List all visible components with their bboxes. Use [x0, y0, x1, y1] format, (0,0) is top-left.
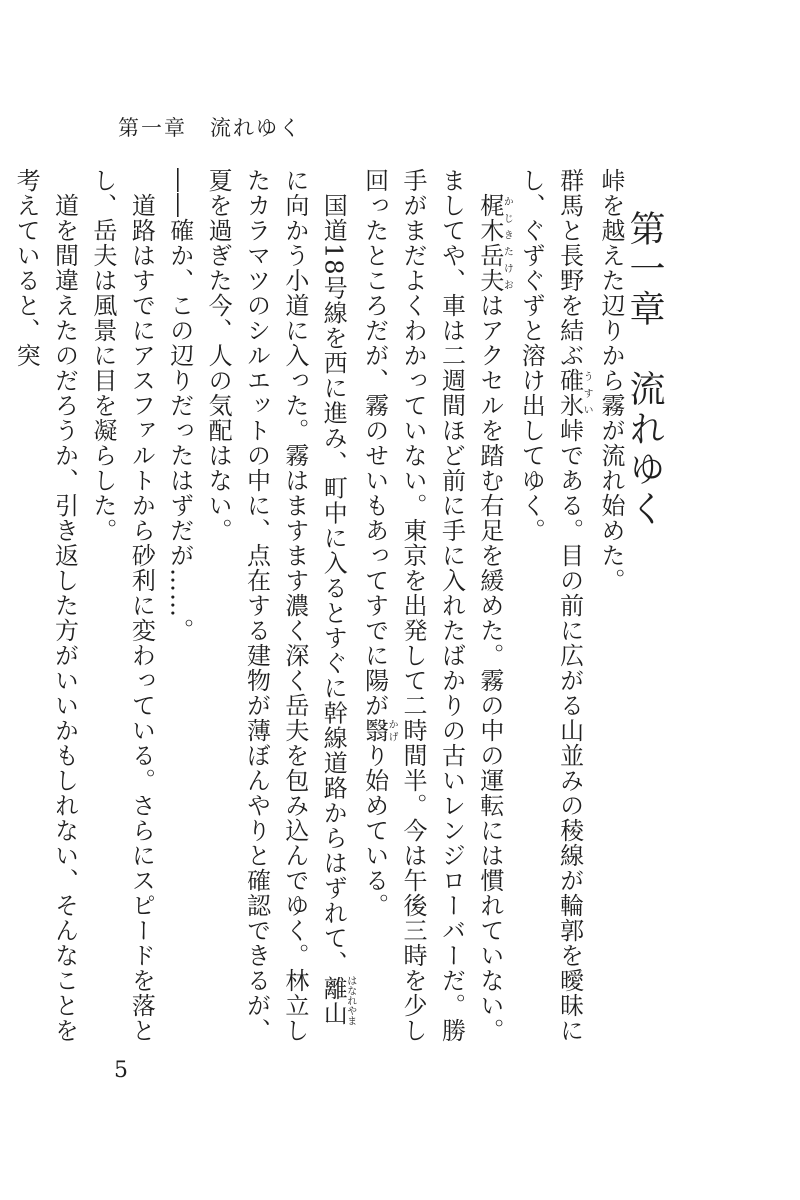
- ruby-reading: かげ: [386, 718, 398, 743]
- paragraph-6-text: 道路はすでにアスファルトから砂利に変わっている。さらにスピードを落とし、岳夫は風景に目を凝らした。: [88, 168, 156, 1043]
- ruby-base: 碓氷: [555, 368, 584, 418]
- paragraph-7-text: 道を間違えたのだろうか、引き返した方がいいかもしれない、そんなことを考えていると、突: [12, 168, 79, 1043]
- ruby-reading: はなれやま: [344, 975, 356, 1026]
- paragraph-4: [199, 168, 356, 1048]
- running-header: 第一章 流れゆく: [118, 116, 302, 140]
- paragraph-3: [355, 168, 512, 1048]
- paragraph-3-text-mid: はアクセルを踏む右足を緩めた。霧の中の運転には慣れていない。ましてや、車は二週間ほど前に手に入れたばかりの古いレンジローバーだ。勝手がまだよくわかっていない。東京を出発して二時間半。今は午後三時を少し回ったところだが、霧のせいもあってすでに陽が: [360, 168, 504, 1043]
- ruby-base: 翳: [360, 718, 389, 743]
- ruby-reading: うすい: [581, 368, 593, 418]
- ruby-kage: [360, 718, 398, 743]
- ruby-reading: かじき: [501, 193, 513, 243]
- ruby-kajiki: [475, 193, 513, 243]
- ruby-reading: たけお: [501, 243, 513, 293]
- paragraph-3-text-after: り始めている。: [360, 743, 389, 918]
- paragraph-4-text-after: に向かう小道に入った。霧はますます濃く深く岳夫を包み込んでゆく。林立したカラマツのシルエットの中に、点在する建物が薄ぼんやりと確認できるが、夏を過ぎた今、人の気配はない。: [204, 168, 309, 1043]
- paragraph-2-text-before: 群馬と長野を結ぶ: [555, 168, 584, 368]
- ruby-usui: [555, 368, 593, 418]
- ruby-takeo: [475, 243, 513, 293]
- ruby-hanareyama: [319, 975, 356, 1026]
- paragraph-6: [84, 168, 161, 1048]
- paragraph-1: 峠を越えた辺りから霧が流れ始めた。: [597, 168, 625, 593]
- page-number: 5: [114, 1058, 128, 1083]
- paragraph-7: [7, 168, 84, 1048]
- paragraph-2: [512, 168, 592, 1048]
- paragraph-4-text-before: 国道18号線を西に進み、町中に入るとすぐに幹線道路からはずれて、: [319, 193, 348, 976]
- paragraph-2-text-after: 峠である。目の前に広がる山並みの稜線が輪郭を曖昧にし、ぐずぐずと溶け出してゆく。: [517, 168, 584, 1043]
- body-text: [12, 168, 630, 1048]
- ruby-base: 岳夫: [475, 243, 504, 293]
- ruby-base: 梶木: [475, 193, 504, 243]
- paragraph-5: ――確か、この辺りだったはずだが……。: [165, 168, 194, 643]
- ruby-base: 離山: [319, 975, 348, 1026]
- chapter-title: 第一章 流れゆく: [624, 210, 665, 530]
